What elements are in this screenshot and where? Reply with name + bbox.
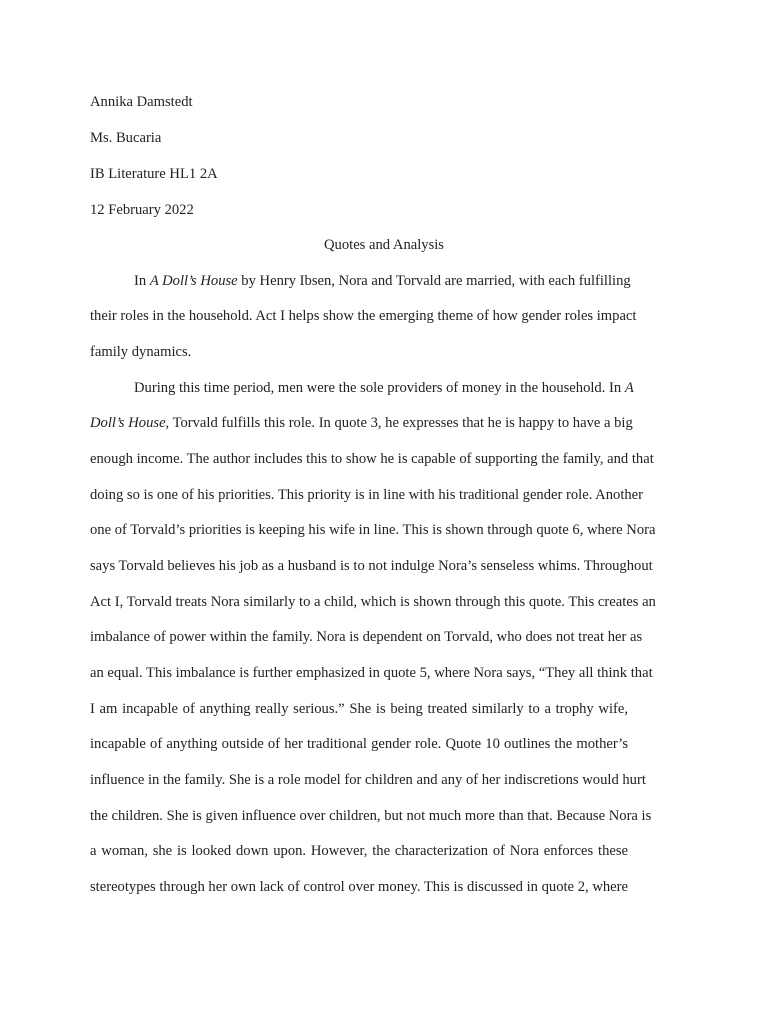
- paragraph-2-line-2: [90, 413, 633, 433]
- text-run: by Henry Ibsen, Nora and Torvald are married, with each fulfilling: [237, 273, 631, 289]
- paragraph-2-line-6: says Torvald believes his job as a husband is to not indulge Nora’s senseless whims. Throughout: [90, 558, 653, 574]
- paragraph-2-line-12: influence in the family. She is a role model for children and any of her indiscretions would hurt: [90, 772, 646, 788]
- student-name: Annika Damstedt: [90, 94, 193, 110]
- paragraph-2-line-5: one of Torvald’s priorities is keeping his wife in line. This is shown through quote 6, where Nora: [90, 522, 656, 538]
- teacher-name: Ms. Bucaria: [90, 130, 162, 146]
- paragraph-2-line-3: enough income. The author includes this to show he is capable of supporting the family, and that: [90, 451, 654, 467]
- paragraph-2-line-1: [134, 378, 634, 398]
- paragraph-2-line-13: the children. She is given influence over children, but not much more than that. Because Nora is: [90, 808, 652, 824]
- paragraph-2-line-10: I am incapable of anything really serious.” She is being treated similarly to a trophy wife,: [90, 701, 628, 717]
- document-title: Quotes and Analysis: [324, 237, 444, 253]
- paragraph-2-line-4: doing so is one of his priorities. This priority is in line with his traditional gender role. Another: [90, 487, 644, 503]
- book-title-italic: A: [624, 380, 634, 396]
- paragraph-2-line-15: stereotypes through her own lack of control over money. This is discussed in quote 2, where: [90, 879, 628, 895]
- text-run: During this time period, men were the sole providers of money in the household. In: [134, 380, 625, 396]
- course-name: IB Literature HL1 2A: [90, 166, 218, 182]
- paragraph-1-line-2: their roles in the household. Act I helps show the emerging theme of how gender roles impact: [90, 308, 637, 324]
- text-run: , Torvald fulfills this role. In quote 3, he expresses that he is happy to have a big: [165, 415, 633, 431]
- paragraph-1-line-1: [134, 271, 631, 291]
- paragraph-2-line-7: Act I, Torvald treats Nora similarly to a child, which is shown through this quote. This creates an: [90, 594, 656, 610]
- book-title-italic: Doll’s House: [90, 415, 166, 431]
- paragraph-1-line-3: family dynamics.: [90, 344, 192, 360]
- paragraph-2-line-14: a woman, she is looked down upon. However, the characterization of Nora enforces these: [90, 843, 628, 859]
- paragraph-2-line-11: incapable of anything outside of her traditional gender role. Quote 10 outlines the mother’s: [90, 736, 628, 752]
- date: 12 February 2022: [90, 202, 194, 218]
- text-run: In: [134, 273, 150, 289]
- book-title-italic: A Doll’s House: [149, 273, 238, 289]
- paragraph-2-line-8: imbalance of power within the family. Nora is dependent on Torvald, who does not treat her as: [90, 629, 643, 645]
- paragraph-2-line-9: an equal. This imbalance is further emphasized in quote 5, where Nora says, “They all think that: [90, 665, 653, 681]
